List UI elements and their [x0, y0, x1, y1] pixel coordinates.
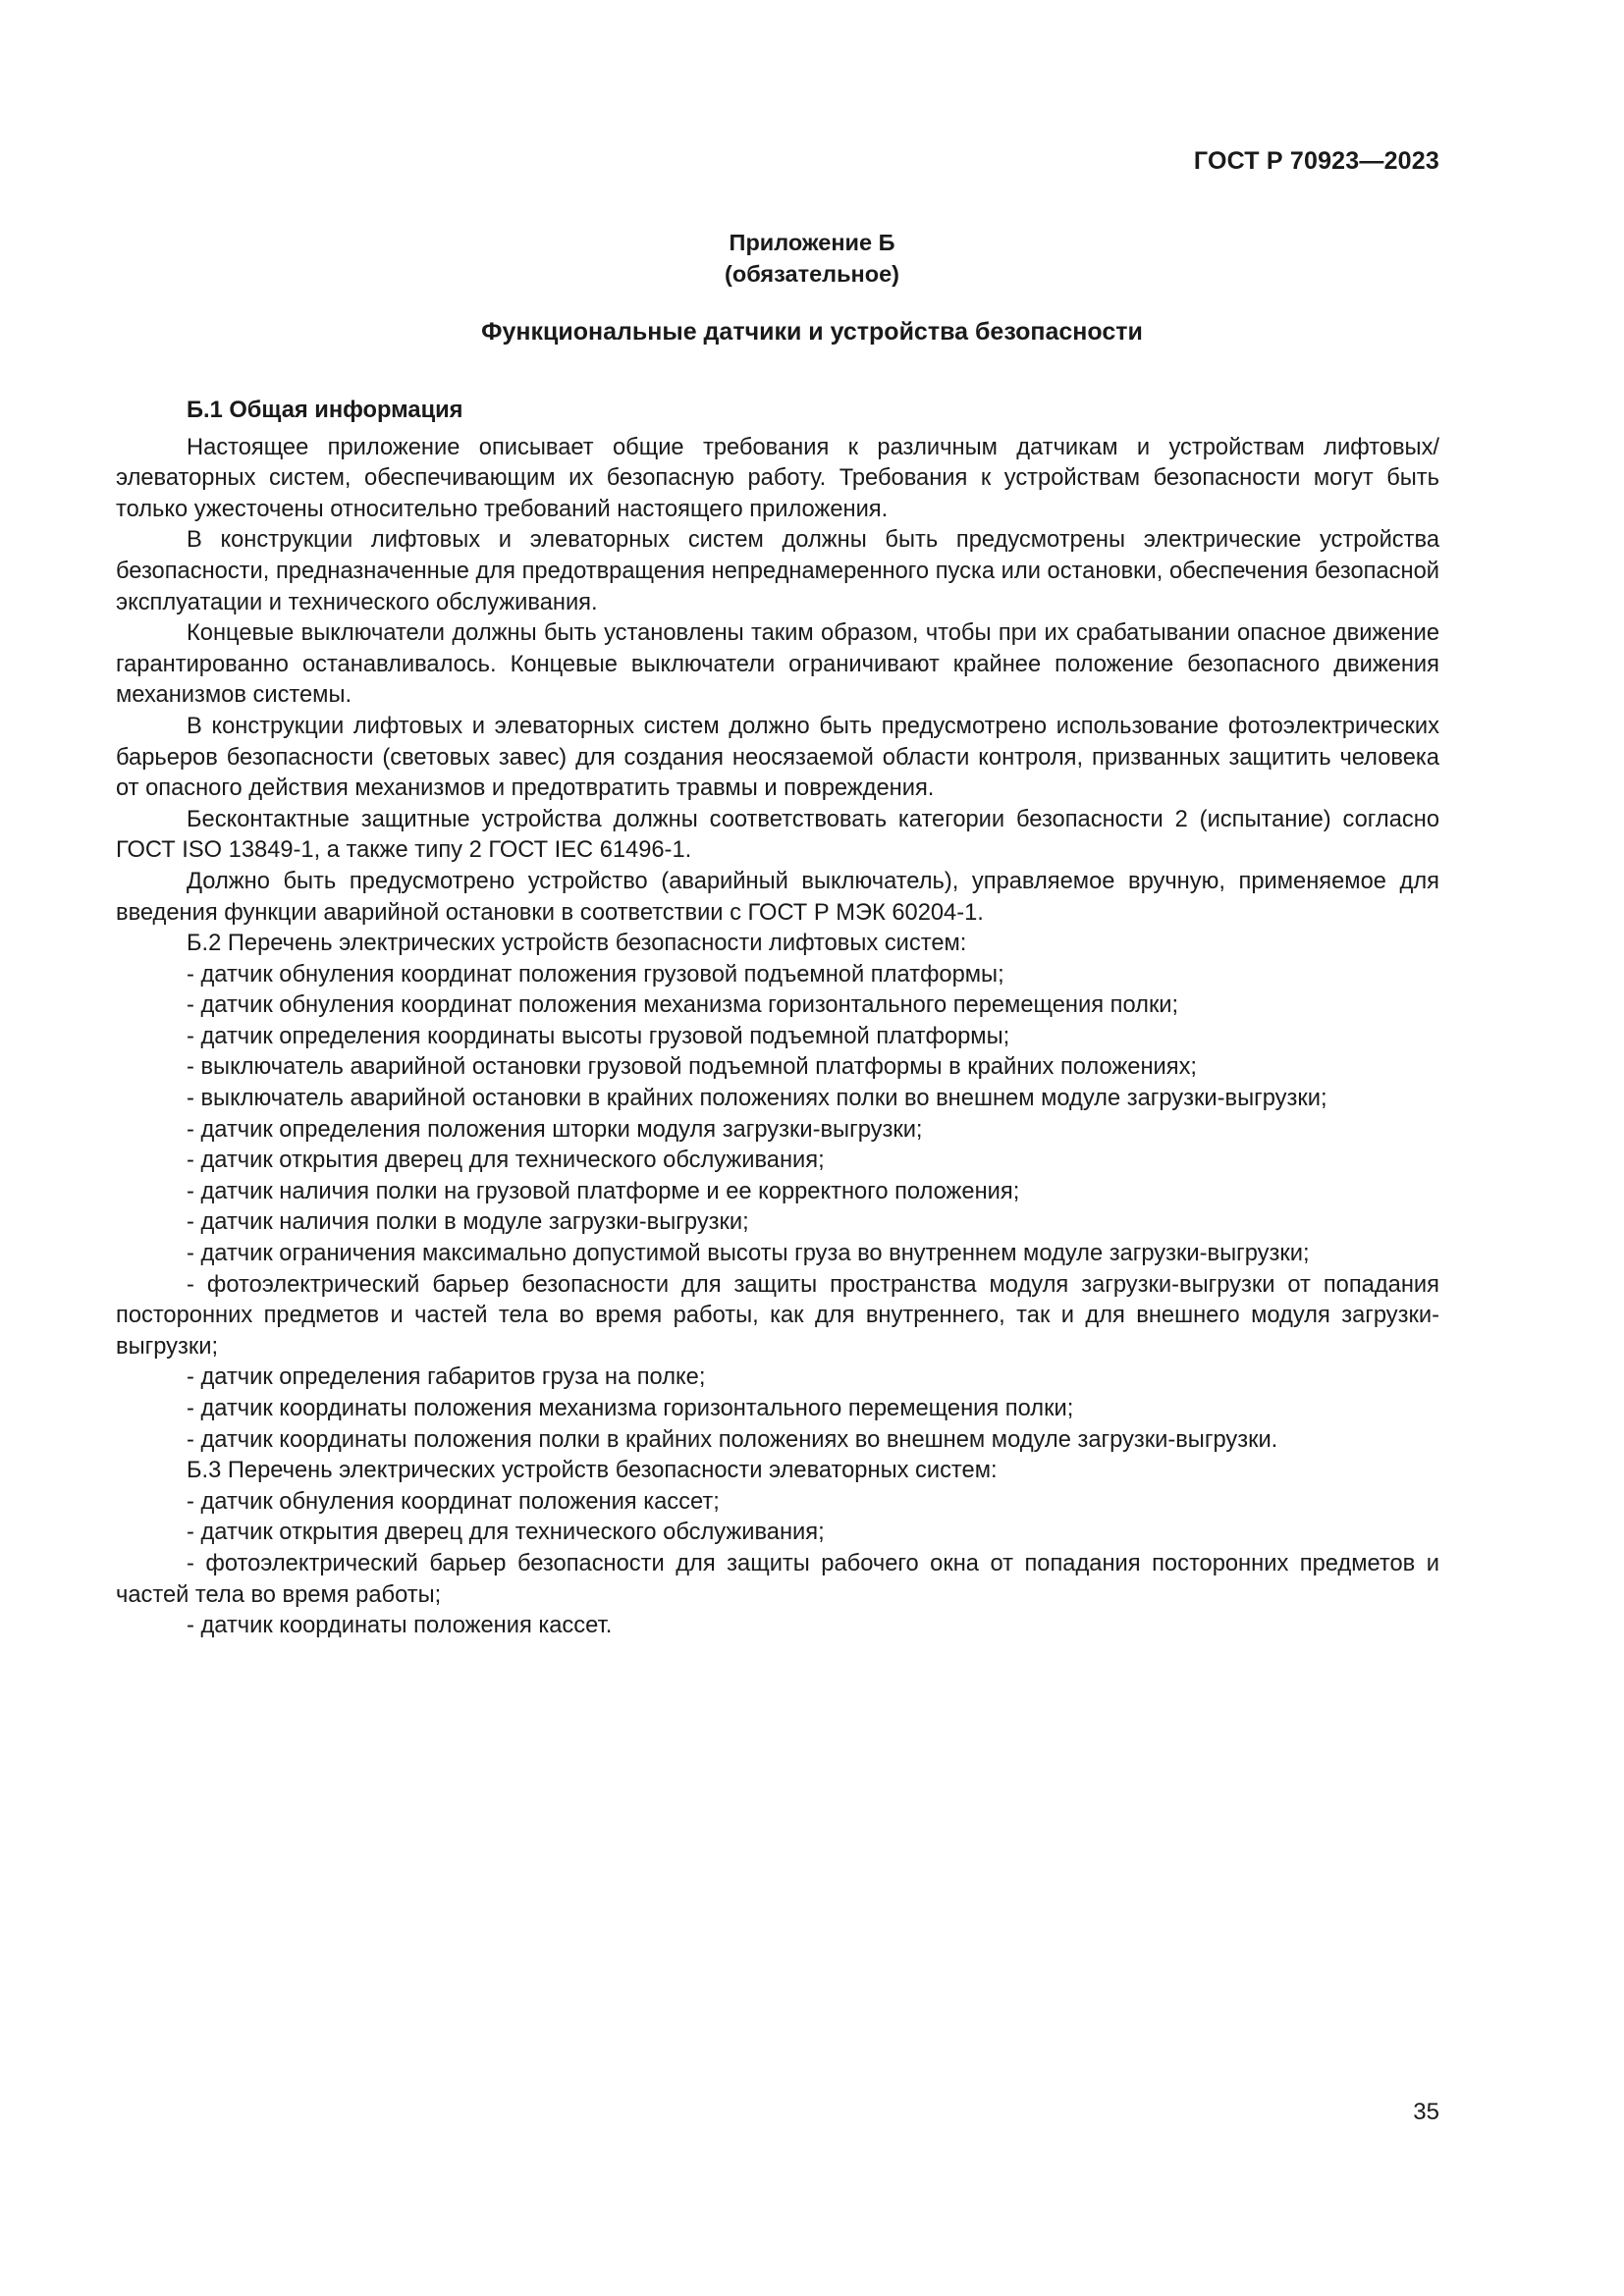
paragraph: Настоящее приложение описывает общие требования к различным датчикам и устройствам лифтовых/элеваторных систем, обеспечивающим их безопасную работу. Требования к устройствам безопасности могут быть только ужесточены относительно требований настоящего приложения. [116, 434, 1439, 522]
list-item: - датчик ограничения максимально допустимой высоты груза во внутреннем модуле загрузки-выгрузки; [187, 1241, 1310, 1267]
list-item: - выключатель аварийной остановки в крайних положениях полки во внешнем модуле загрузки-выгрузки; [187, 1086, 1327, 1112]
annex-label: Приложение Б [729, 230, 895, 255]
annex-heading [0, 227, 1624, 290]
paragraph: В конструкции лифтовых и элеваторных систем должны быть предусмотрены электрические устройства безопасности, предназначенные для предотвращения непреднамеренного пуска или остановки, обеспечения безопасной эксплуатации и технического обслуживания. [116, 527, 1439, 615]
list-item: - датчик наличия полки в модуле загрузки-выгрузки; [187, 1209, 749, 1236]
list-item: - датчик координаты положения механизма горизонтального перемещения полки; [187, 1396, 1074, 1421]
list-item: - датчик обнуления координат положения механизма горизонтального перемещения полки; [187, 992, 1179, 1019]
paragraph: В конструкции лифтовых и элеваторных систем должно быть предусмотрено использование фотоэлектрических барьеров безопасности (световых завес) для создания неосязаемой области контроля, призванных защитить человека от опасного действия механизмов и предотвратить травмы и повреждения. [116, 713, 1439, 802]
list-item: - датчик определения координаты высоты грузовой подъемной платформы; [187, 1023, 1010, 1049]
page-number: 35 [1413, 2099, 1439, 2125]
list-item: - датчик координаты положения полки в крайних положениях во внешнем модуле загрузки-выгрузки. [187, 1426, 1278, 1453]
list-item: - фотоэлектрический барьер безопасности для защиты рабочего окна от попадания посторонних предметов и частей тела во время работы; [116, 1550, 1439, 1608]
annex-status: (обязательное) [725, 261, 899, 287]
document-code: ГОСТ Р 70923—2023 [1193, 147, 1439, 175]
list-item: - датчик открытия дверец для технического обслуживания; [187, 1148, 825, 1174]
section-title-b1: Б.1 Общая информация [187, 398, 463, 423]
document-body [116, 396, 1439, 1642]
list-item: - датчик определения габаритов груза на полке; [187, 1364, 706, 1391]
section-intro-b3: Б.3 Перечень электрических устройств безопасности элеваторных систем: [187, 1458, 998, 1484]
list-item: - датчик определения положения шторки модуля загрузки-выгрузки; [187, 1116, 923, 1143]
list-item: - датчик обнуления координат положения грузовой подъемной платформы; [187, 961, 1004, 988]
list-item: - датчик открытия дверец для технического обслуживания; [187, 1520, 825, 1546]
paragraph: Бесконтактные защитные устройства должны соответствовать категории безопасности 2 (испытание) согласно ГОСТ ISO 13849-1, а также типу 2 ГОСТ IEC 61496-1. [116, 806, 1439, 864]
paragraph: Концевые выключатели должны быть установлены таким образом, чтобы при их срабатывании опасное движение гарантированно останавливалось. Концевые выключатели ограничивают крайнее положение безопасного движения механизмов системы. [116, 620, 1439, 709]
paragraph: Должно быть предусмотрено устройство (аварийный выключатель), управляемое вручную, применяемое для введения функции аварийной остановки в соответствии с ГОСТ Р МЭК 60204-1. [116, 868, 1439, 926]
list-item: - выключатель аварийной остановки грузовой подъемной платформы в крайних положениях; [187, 1054, 1198, 1081]
list-item: - датчик наличия полки на грузовой платформе и ее корректного положения; [187, 1178, 1020, 1204]
list-item: - датчик координаты положения кассет. [187, 1613, 613, 1639]
annex-title: Функциональные датчики и устройства безопасности [481, 318, 1143, 346]
list-item: - фотоэлектрический барьер безопасности для защиты пространства модуля загрузки-выгрузки от попадания посторонних предметов и частей тела во время работы, как для внутреннего, так и для внешнего модуля загрузки-выгрузки; [116, 1271, 1439, 1360]
list-item: - датчик обнуления координат положения кассет; [187, 1488, 720, 1515]
section-intro-b2: Б.2 Перечень электрических устройств безопасности лифтовых систем: [187, 931, 967, 957]
